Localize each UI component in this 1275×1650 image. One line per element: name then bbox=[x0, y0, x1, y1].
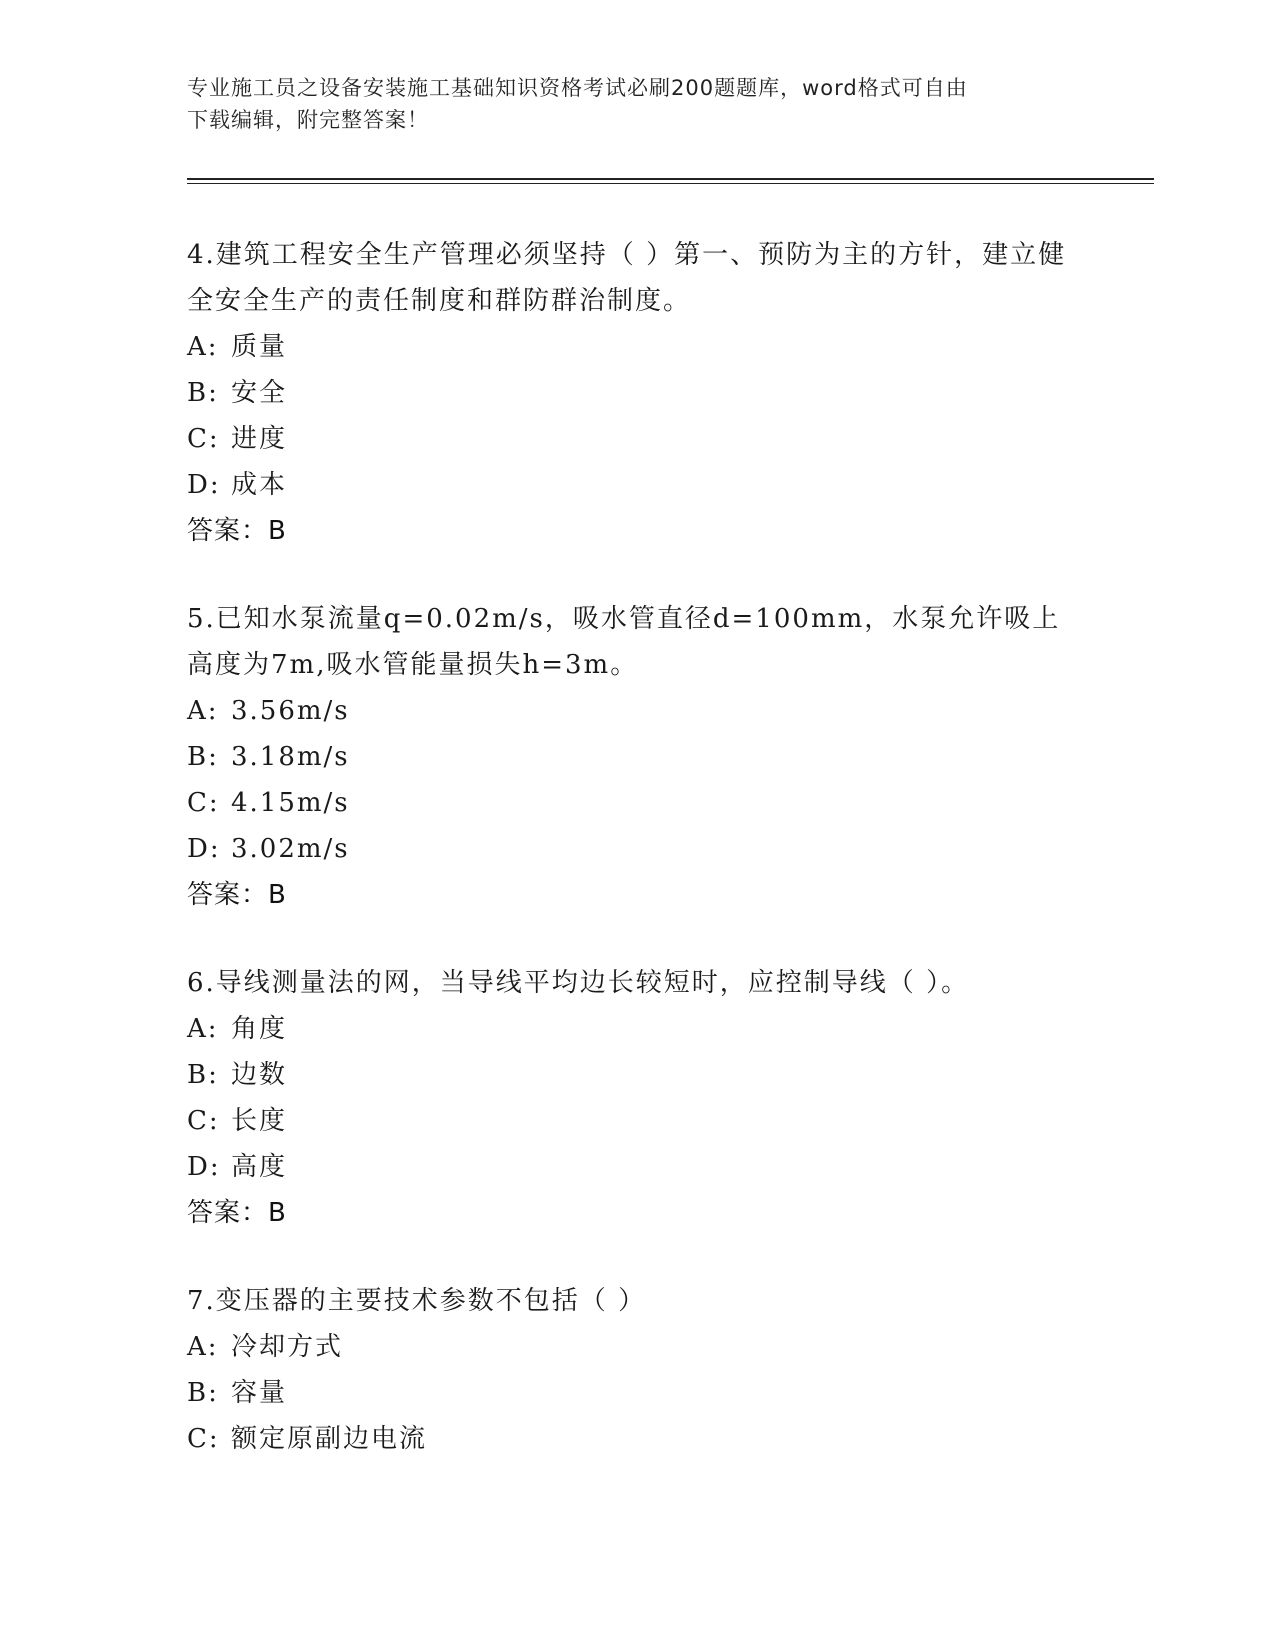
option-b bbox=[187, 1370, 1087, 1416]
option-letter: C: bbox=[187, 1424, 220, 1454]
question-list bbox=[187, 232, 1087, 1504]
option-text: 冷却方式 bbox=[231, 1332, 344, 1362]
option-letter: C: bbox=[187, 424, 220, 454]
option-b bbox=[187, 370, 1087, 416]
option-letter: B: bbox=[187, 378, 219, 408]
option-letter: D: bbox=[187, 834, 221, 864]
question-stem: 6.导线测量法的网，当导线平均边长较短时，应控制导线（ ）。 bbox=[187, 968, 970, 998]
answer-line: 答案：B bbox=[187, 516, 287, 546]
question-item bbox=[187, 596, 1087, 918]
option-letter: C: bbox=[187, 788, 220, 818]
answer-line: 答案：B bbox=[187, 1198, 287, 1228]
option-letter: B: bbox=[187, 742, 219, 772]
option-text: 3.18m/s bbox=[231, 742, 350, 772]
option-text: 边数 bbox=[231, 1060, 288, 1090]
header-line-2: 下载编辑，附完整答案！ bbox=[187, 108, 429, 132]
document-header bbox=[187, 72, 1087, 136]
header-divider-thin bbox=[187, 183, 1154, 184]
option-text: 3.02m/s bbox=[231, 834, 350, 864]
option-a bbox=[187, 324, 1087, 370]
option-text: 容量 bbox=[231, 1378, 288, 1408]
option-letter: A: bbox=[187, 332, 219, 362]
option-letter: A: bbox=[187, 1332, 219, 1362]
question-stem: 7.变压器的主要技术参数不包括（ ） bbox=[187, 1286, 647, 1316]
option-d bbox=[187, 826, 1087, 872]
option-text: 3.56m/s bbox=[231, 696, 350, 726]
option-letter: A: bbox=[187, 1014, 219, 1044]
option-b bbox=[187, 1052, 1087, 1098]
option-text: 4.15m/s bbox=[231, 788, 350, 818]
option-d bbox=[187, 1144, 1087, 1190]
option-letter: B: bbox=[187, 1378, 219, 1408]
option-d bbox=[187, 462, 1087, 508]
question-stem: 4.建筑工程安全生产管理必须坚持（ ）第一、预防为主的方针，建立健全安全生产的责任制度和群防群治制度。 bbox=[187, 240, 1067, 316]
option-c bbox=[187, 1416, 1087, 1462]
header-line-1: 专业施工员之设备安装施工基础知识资格考试必刷200题题库，word格式可自由 bbox=[187, 76, 968, 100]
option-text: 长度 bbox=[231, 1106, 288, 1136]
option-letter: C: bbox=[187, 1106, 220, 1136]
question-stem: 5.已知水泵流量q=0.02m/s，吸水管直径d=100mm，水泵允许吸上高度为7m,吸水管能量损失h=3m。 bbox=[187, 604, 1061, 680]
option-text: 额定原副边电流 bbox=[231, 1424, 428, 1454]
option-text: 安全 bbox=[231, 378, 288, 408]
option-a bbox=[187, 688, 1087, 734]
option-a bbox=[187, 1006, 1087, 1052]
option-text: 质量 bbox=[231, 332, 288, 362]
option-text: 角度 bbox=[231, 1014, 288, 1044]
question-item bbox=[187, 1278, 1087, 1462]
option-c bbox=[187, 1098, 1087, 1144]
option-a bbox=[187, 1324, 1087, 1370]
option-text: 高度 bbox=[231, 1152, 288, 1182]
question-item bbox=[187, 960, 1087, 1236]
option-letter: D: bbox=[187, 470, 221, 500]
option-text: 进度 bbox=[231, 424, 288, 454]
option-letter: B: bbox=[187, 1060, 219, 1090]
header-divider-thick bbox=[187, 178, 1154, 180]
question-item bbox=[187, 232, 1087, 554]
option-text: 成本 bbox=[231, 470, 288, 500]
option-letter: A: bbox=[187, 696, 219, 726]
option-letter: D: bbox=[187, 1152, 221, 1182]
option-c bbox=[187, 780, 1087, 826]
answer-line: 答案：B bbox=[187, 880, 287, 910]
option-c bbox=[187, 416, 1087, 462]
option-b bbox=[187, 734, 1087, 780]
